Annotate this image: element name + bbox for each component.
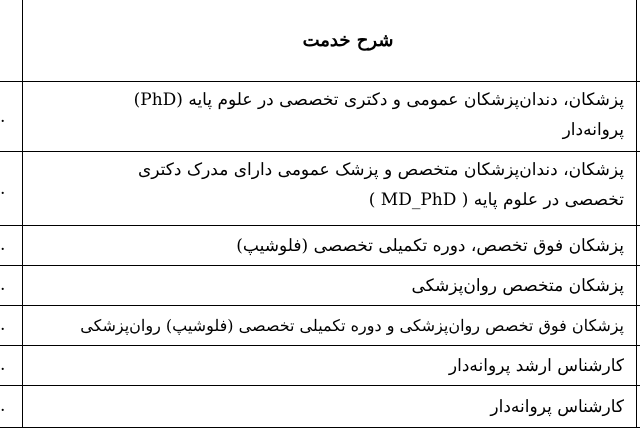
- service-description-cell: [24, 82, 632, 151]
- service-description-cell: [24, 152, 632, 225]
- table-row: [0, 226, 640, 266]
- stub-cell: [0, 0, 22, 81]
- cell-line: پزشکان، دندان‌پزشکان متخصص و پزشک عمومی دارای مدرک دکتری: [137, 160, 624, 180]
- stub-cell: [0, 152, 22, 225]
- stub-mark: .: [0, 107, 6, 127]
- table-header-row: [0, 0, 640, 82]
- cell-line: پزشکان فوق تخصص روان‌پزشکی و دوره تکمیلی تخصصی (فلوشیپ) روان‌پزشکی: [80, 315, 624, 335]
- table-right-border: [636, 0, 637, 428]
- stub-mark: .: [0, 179, 6, 199]
- cell-line: پزشکان فوق تخصص، دوره تکمیلی تخصصی (فلوشیپ): [236, 235, 624, 256]
- service-description-cell: [24, 346, 632, 385]
- stub-mark: .: [0, 355, 6, 375]
- stub-cell: [0, 306, 22, 345]
- table-row: [0, 82, 640, 152]
- cell-line: کارشناس ارشد پروانه‌دار: [448, 355, 624, 376]
- cell-line: پزشکان متخصص روان‌پزشکی: [411, 275, 624, 296]
- stub-mark: .: [0, 275, 6, 295]
- stub-cell: [0, 226, 22, 265]
- table-row: [0, 346, 640, 386]
- service-description-cell: [24, 266, 632, 305]
- column-divider: [22, 0, 23, 428]
- cell-line: کارشناس پروانه‌دار: [490, 396, 624, 417]
- stub-cell: [0, 386, 22, 427]
- cell-line: تخصصی در علوم پایه ( MD_PhD ): [368, 190, 624, 210]
- table-row: [0, 306, 640, 346]
- stub-cell: [0, 266, 22, 305]
- column-header-service-description: شرح خدمت: [302, 29, 394, 51]
- service-description-cell: [24, 306, 632, 345]
- stub-mark: .: [0, 315, 6, 335]
- table-row: [0, 266, 640, 306]
- service-description-cell: [24, 386, 632, 427]
- stub-mark: .: [0, 235, 6, 255]
- service-description-cell: [24, 226, 632, 265]
- cell-line: پروانه‌دار: [562, 120, 624, 140]
- stub-cell: [0, 82, 22, 151]
- stub-cell: [0, 346, 22, 385]
- stub-mark: .: [0, 396, 6, 416]
- cell-line: پزشکان، دندان‌پزشکان عمومی و دکتری تخصصی در علوم پایه (PhD): [133, 90, 624, 110]
- table-row: [0, 386, 640, 428]
- table-row: [0, 152, 640, 226]
